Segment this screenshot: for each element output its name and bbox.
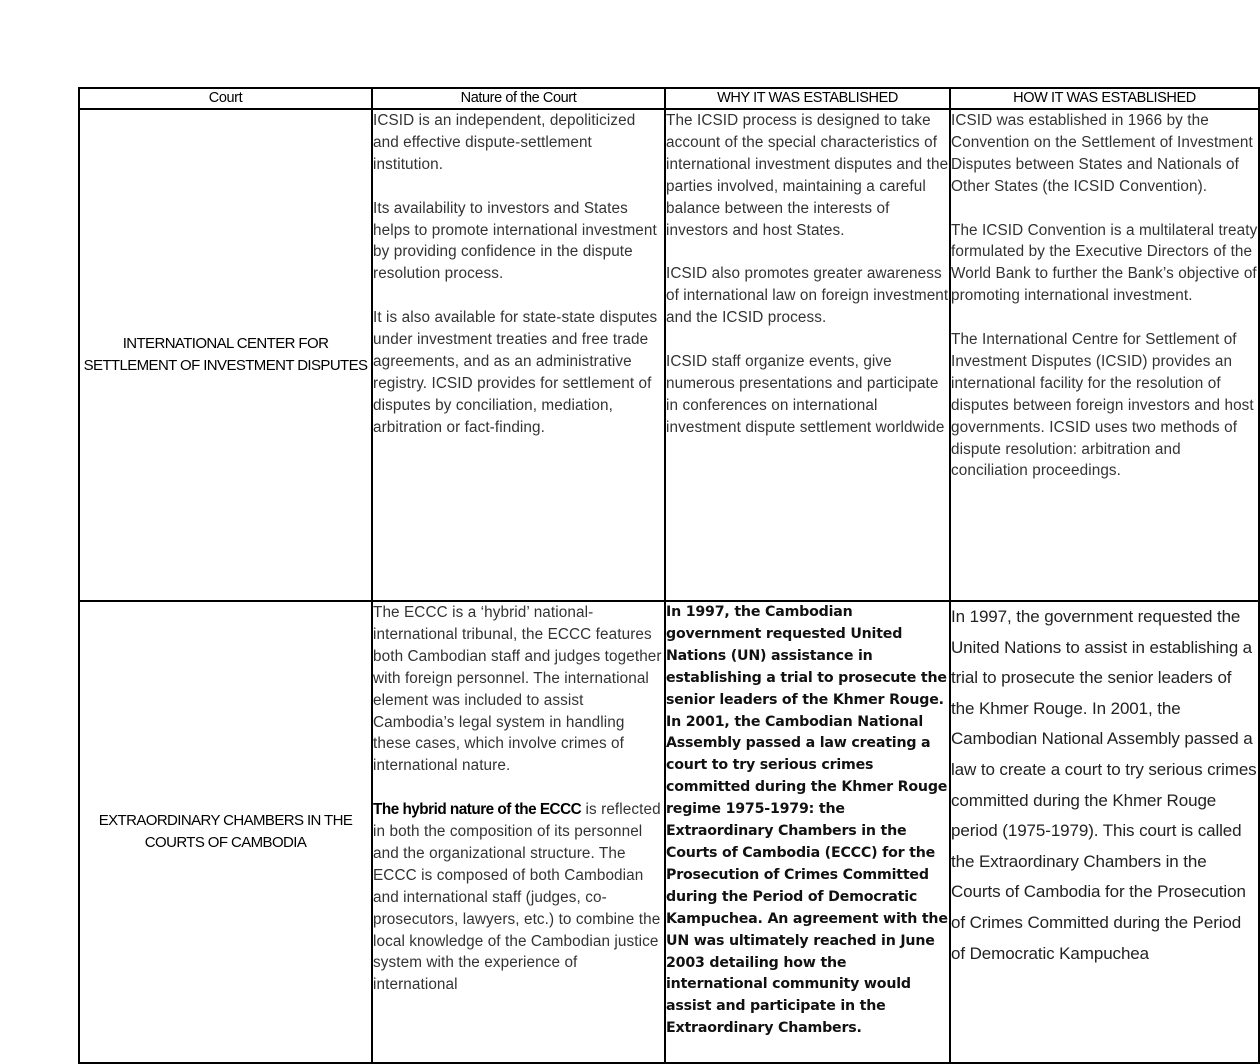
why-cell bbox=[665, 109, 950, 601]
header-nature: Nature of the Court bbox=[372, 88, 665, 109]
paragraph: The ICSID process is designed to take account of the special characteristics of international investment disputes and the parties involved, maintaining a careful balance between the interests of investors and host States. bbox=[666, 112, 949, 239]
comparison-table bbox=[78, 87, 1260, 1064]
court-name: INTERNATIONAL CENTER FOR SETTLEMENT OF INVESTMENT DISPUTES bbox=[79, 109, 372, 601]
table-row bbox=[79, 109, 1259, 601]
paragraph bbox=[373, 799, 664, 996]
paragraph: ICSID was established in 1966 by the Convention on the Settlement of Investment Disputes between States and Nationals of Other States (the ICSID Convention). bbox=[951, 112, 1253, 195]
nature-cell bbox=[372, 601, 665, 1063]
bold-phrase: The hybrid nature of the ECCC bbox=[373, 801, 582, 819]
paragraph: In 1997, the Cambodian government requested United Nations (UN) assistance in establishing a trial to prosecute the senior leaders of the Khmer Rouge. In 2001, the Cambodian National Assembly passed a law creating a court to try serious crimes committed during the Khmer Rouge regime 1975-1979: the Extraordinary Chambers in the Courts of Cambodia (ECCC) for the Prosecution of Crimes Committed during the Period of Democratic Kampuchea. An agreement with the UN was ultimately reached in June 2003 detailing how the international community would assist and participate in the Extraordinary Chambers. bbox=[666, 604, 948, 1037]
paragraph: The International Centre for Settlement of Investment Disputes (ICSID) provides an international facility for the resolution of disputes between foreign investors and host governments. ICSID uses two methods of dispute resolution: arbitration and conciliation proceedings. bbox=[951, 331, 1254, 480]
paragraph: It is also available for state-state disputes under investment treaties and free trade agreements, and as an administrative registry. ICSID provides for settlement of disputes by conciliation, mediation, arbitration or fact-finding. bbox=[373, 309, 658, 436]
header-court: Court bbox=[79, 88, 372, 109]
paragraph: In 1997, the government requested the United Nations to assist in establishing a trial to prosecute the senior leaders of the Khmer Rouge. In 2001, the Cambodian National Assembly passed a law to create a court to try serious crimes committed during the Khmer Rouge period (1975-1979). This court is called the Extraordinary Chambers in the Courts of Cambodia for the Prosecution of Crimes Committed during the Period of Democratic Kampuchea bbox=[951, 607, 1257, 963]
header-row bbox=[79, 88, 1259, 109]
court-name: EXTRAORDINARY CHAMBERS IN THE COURTS OF CAMBODIA bbox=[79, 601, 372, 1063]
paragraph: ICSID also promotes greater awareness of international law on foreign investment and the ICSID process. bbox=[666, 265, 949, 327]
paragraph: Its availability to investors and States helps to promote international investment by providing confidence in the dispute resolution process. bbox=[373, 199, 657, 283]
how-cell bbox=[950, 109, 1259, 601]
nature-cell bbox=[372, 109, 665, 601]
how-cell bbox=[950, 601, 1259, 1063]
paragraph: The ECCC is a ‘hybrid’ national-international tribunal, the ECCC features both Cambodian staff and judges together with foreign personnel. The international element was included to assist Cambodia’s legal system in handling these cases, which involve crimes of international nature. bbox=[373, 604, 662, 775]
paragraph: ICSID is an independent, depoliticized and effective dispute-settlement institution. bbox=[373, 112, 636, 173]
paragraph-text: is reflected in both the composition of its personnel and the organizational structure. The ECCC is composed of both Cambodian and international staff (judges, co-prosecutors, lawyers, etc.) to combine the local knowledge of the Cambodian justice system with the experience of international bbox=[373, 801, 661, 994]
header-why: WHY IT WAS ESTABLISHED bbox=[665, 88, 950, 109]
paragraph: ICSID staff organize events, give numerous presentations and participate in conferences on international investment dispute settlement worldwide bbox=[666, 352, 945, 436]
header-how: HOW IT WAS ESTABLISHED bbox=[950, 88, 1259, 109]
paragraph: The ICSID Convention is a multilateral treaty formulated by the Executive Directors of the World Bank to further the Bank’s objective of promoting international investment. bbox=[951, 221, 1258, 305]
why-cell bbox=[665, 601, 950, 1063]
table-row bbox=[79, 601, 1259, 1063]
